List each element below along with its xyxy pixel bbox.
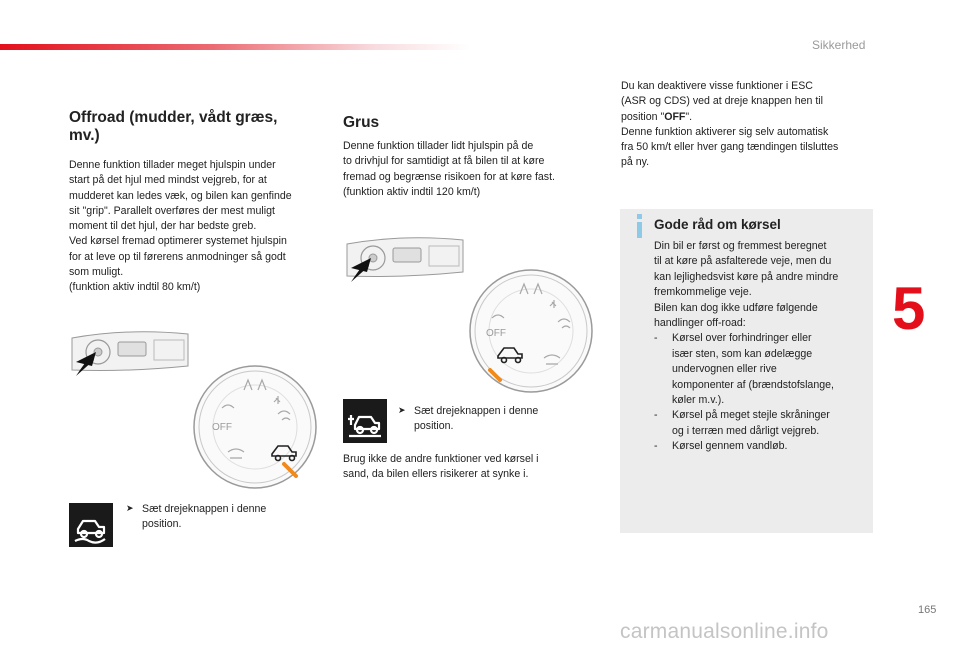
arrow-right-icon: ➤ [398, 405, 406, 415]
grus-title: Grus [343, 114, 380, 131]
info-i-icon [633, 214, 647, 238]
sand-vehicle-icon [343, 399, 387, 443]
dashboard-illustration [343, 232, 467, 290]
drive-mode-knob [192, 364, 318, 490]
grus-body: Denne funktion tillader lidt hjulspin på de to drivhjul for samtidigt at få bilen til at køre fremad og begrænse risikoen for at køre fast. (funktion aktiv indtil 120 km/t) [343, 140, 555, 198]
tips-box [620, 209, 873, 533]
deactivate-text: Du kan deaktivere visse funktioner i ESC (ASR og CDS) ved at dreje knappen hen til position "OFF". Denne funktion aktiverer sig selv automatisk fra 50 km/t eller hver gang tændingen tilsluttes på ny. [621, 80, 839, 169]
sand-warning: Brug ikke de andre funktioner ved kørsel i sand, da bilen ellers risikerer at synke i. [343, 453, 539, 481]
chapter-number: 5 [892, 275, 926, 342]
offroad-body: Denne funktion tillader meget hjulspin under start på det hjul med mindst vejgreb, for at mudderet kan ledes væk, og bilen kan genfinde sit "grip". Parallelt overføres der mest muligt moment til det hjul, der har bedste greb. Ved kørsel fremad optimerer systemet hjulspin for at leve op til førerens anmodninger så godt som muligt. (funktion aktiv indtil 80 km/t) [69, 159, 292, 294]
sand-mode-icon [343, 399, 387, 443]
knob-off-label: OFF [486, 328, 506, 339]
watermark: carmanualsonline.info [620, 620, 829, 643]
tips-title: Gode råd om kørsel [654, 217, 781, 232]
arrow-right-icon: ➤ [126, 503, 134, 513]
offroad-section [69, 109, 329, 296]
drive-mode-knob [468, 268, 594, 394]
knob-off-label: OFF [212, 422, 232, 433]
grus-section [343, 114, 593, 200]
page-number: 165 [918, 604, 937, 616]
offroad-title: Offroad (mudder, vådt græs, mv.) [69, 109, 278, 144]
sand-instruction: ➤ Sæt drejeknappen i denne position. [398, 405, 539, 433]
header-gradient-bar [0, 44, 470, 50]
dashboard-illustration [68, 326, 192, 384]
tips-bullet: - Kørsel på meget stejle skråninger [654, 409, 830, 422]
offroad-mode-icon [69, 503, 113, 547]
tips-bullet: - Kørsel gennem vandløb. [654, 440, 788, 453]
tips-bullet: - Kørsel over forhindringer eller [654, 332, 812, 345]
offroad-instruction: ➤ Sæt drejeknappen i denne position. [126, 503, 267, 531]
section-title: Sikkerhed [812, 38, 866, 52]
tips-body: Din bil er først og fremmest beregnet til at køre på asfalterede veje, men du kan lejlighedsvist køre på andre mindre fremkommelige veje. Bilen kan dog ikke udføre følgende handlinger off-road: - Kørsel over forhindringer eller især sten, som kan ødelægge undervognen eller rive komponenter af (brændstofslange, køler m.v.). - Kørsel på meget stejle skråninger og i terræn med dårligt vejgreb. - Kørsel gennem vandløb. [654, 239, 869, 455]
offroad-vehicle-icon [69, 503, 113, 547]
